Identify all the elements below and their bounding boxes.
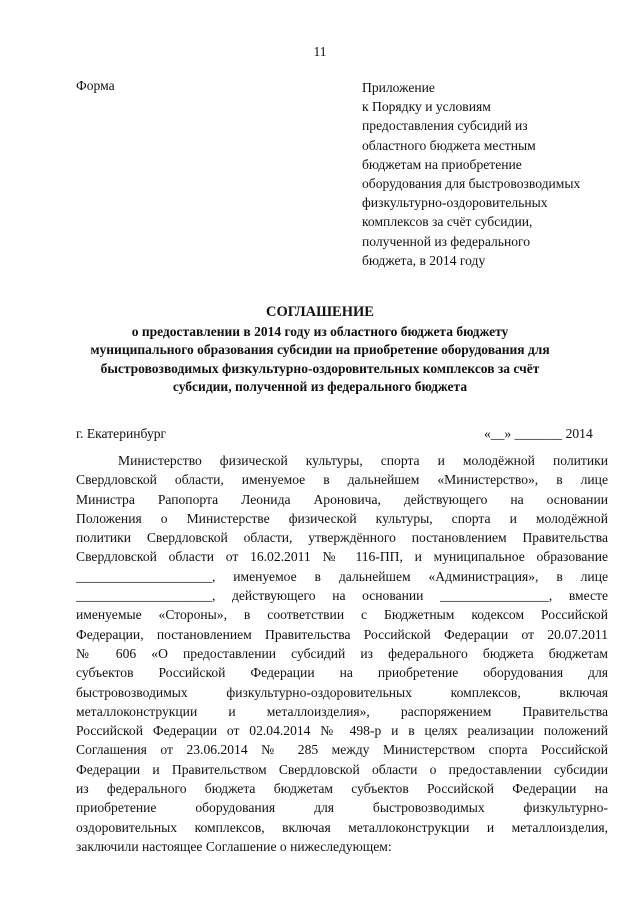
body-line: Министерство физической культуры, спорта и молодёжной политики: [118, 453, 608, 468]
body-line: политики Свердловской области, утверждённого постановлением Правительства: [76, 530, 608, 546]
title-main: СОГЛАШЕНИЕ: [266, 304, 374, 320]
body-line: Соглашения от 23.06.2014 № 285 между Министерством спорта Российской: [76, 742, 608, 758]
title-line: муниципального образования субсидии на приобретение оборудования для: [90, 342, 550, 357]
date-field: «__» _______ 2014: [484, 426, 593, 441]
body-line: ____________________, именуемое в дальнейшем «Администрация», в лице: [76, 568, 608, 584]
appendix-line: полученной из федерального: [362, 233, 531, 249]
appendix-line: к Порядку и условиям: [362, 99, 491, 115]
body-line: приобретение оборудования для быстровозводимых физкультурно-: [76, 800, 608, 816]
body-line: оздоровительных комплексов, включая металлоконструкции и металлоизделия,: [76, 819, 608, 835]
document-title: [60, 303, 580, 397]
appendix-line: бюджетам на приобретение: [362, 156, 522, 172]
body-line: Российской Федерации от 02.04.2014 № 498-р и в целях реализации положений: [76, 723, 608, 739]
body-line: из федерального бюджета бюджетам субъектов Российской Федерации на: [76, 781, 608, 797]
appendix-line: физкультурно-оздоровительных: [362, 195, 548, 211]
body-line: быстровозводимых физкультурно-оздоровительных комплексов, включая: [76, 684, 608, 700]
appendix-line: комплексов за счёт субсидии,: [362, 214, 533, 230]
body-line: субъектов Российской Федерации на приобретение оборудования для: [76, 665, 608, 681]
body-line: № 606 «О предоставлении субсидий из федерального бюджета бюджетам: [76, 645, 608, 661]
body-line: Министра Рапопорта Леонида Ароновича, действующего на основании: [76, 491, 608, 507]
title-line: субсидии, полученной из федерального бюджета: [172, 379, 468, 394]
appendix-line: областного бюджета местным: [362, 137, 536, 153]
body-line: Федерации и Правительством Свердловской области о предоставлении субсидии: [76, 761, 608, 777]
page-number: 11: [313, 44, 327, 59]
appendix-block: [362, 78, 622, 270]
body-line: Федерации, постановлением Правительства Российской Федерации от 20.07.2011: [76, 626, 608, 642]
body-line: Положения о Министерстве физической культуры, спорта и молодёжной: [76, 510, 608, 526]
body-line: ____________________, действующего на основании ________________, вместе: [76, 588, 608, 604]
body-line: заключили настоящее Соглашение о нижеследующем:: [76, 838, 392, 854]
appendix-line: бюджета, в 2014 году: [362, 252, 486, 268]
city-label: г. Екатеринбург: [76, 426, 167, 441]
appendix-line: Приложение: [362, 80, 435, 95]
title-line: быстровозводимых физкультурно-оздоровительных комплексов за счёт: [100, 360, 540, 376]
body-line: Свердловской области, именуемое в дальнейшем «Министерство», в лице: [76, 472, 608, 488]
body-line: Свердловской области от 16.02.2011 № 116-ПП, и муниципальное образование: [76, 549, 608, 565]
appendix-line: оборудования для быстровозводимых: [362, 176, 581, 192]
form-label: Форма: [76, 78, 115, 93]
appendix-line: предоставления субсидий из: [362, 118, 528, 134]
title-line: о предоставлении в 2014 году из областного бюджета бюджету: [131, 323, 509, 339]
agreement-body: [76, 451, 608, 856]
body-line: именуемые «Стороны», в соответствии с Бюджетным кодексом Российской: [76, 607, 608, 623]
body-line: металлоконструкции и металлоизделия», распоряжением Правительства: [76, 703, 608, 719]
